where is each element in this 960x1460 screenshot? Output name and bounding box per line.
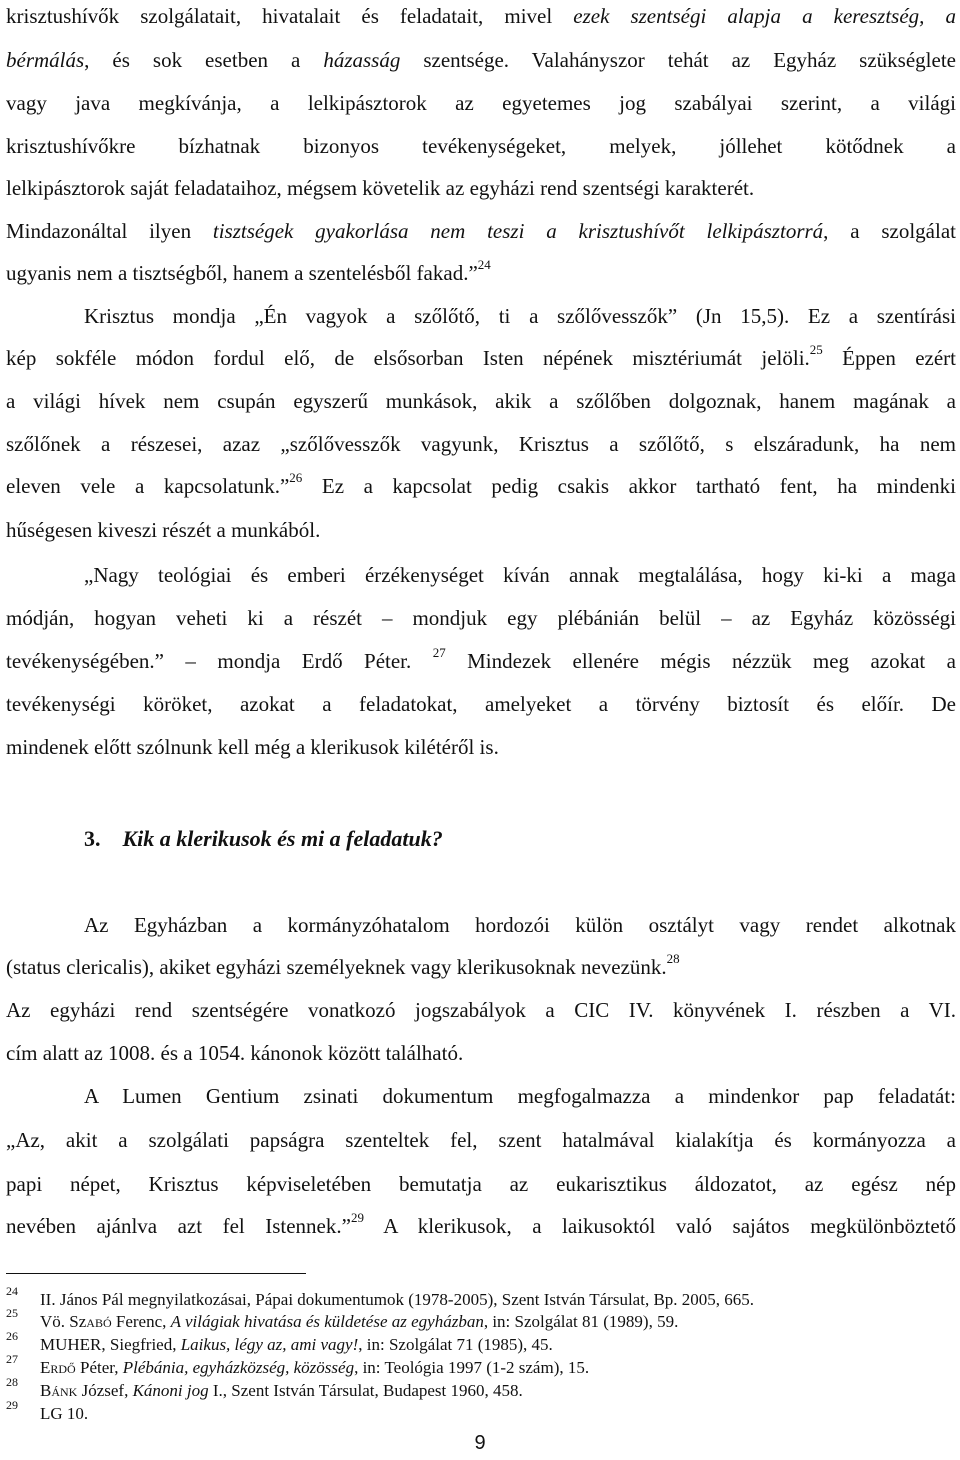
footnote-separator — [6, 1273, 306, 1274]
body-line: nevében ajánlva azt fel Istennek.”$^{29}$ A klerikusok, a laikusoktól való sajátos megkülönböztető — [6, 1210, 956, 1238]
body-line: krisztushívőkre bízhatnak bizonyos tevékenységeket, melyek, jóllehet kötődnek a — [6, 134, 956, 158]
body-line: bérmálás, és sok esetben a házasság szentsége. Valahányszor tehát az Egyház szükséglete — [6, 48, 956, 72]
body-line: Krisztus mondja „Én vagyok a szőlőtő, ti a szőlővesszők” (Jn 15,5). Ez a szentírási — [84, 304, 956, 328]
footnote: 29 LG 10. — [6, 1398, 89, 1423]
footnote: 25 Vö. Szabó Ferenc, A világiak hivatása és küldetése az egyházban, in: Szolgálat 81 (1989), 59. — [6, 1306, 679, 1331]
body-line: ugyanis nem a tisztségből, hanem a szentelésből fakad.”$^{24}$ — [6, 257, 491, 285]
body-line: Mindazonáltal ilyen tisztségek gyakorlása nem teszi a krisztushívőt lelkipásztorrá, a szolgálat — [6, 219, 956, 243]
body-line: tevékenységében.” – mondja Erdő Péter. $^{27}$ Mindezek ellenére mégis nézzük meg azokat a — [6, 645, 957, 673]
body-line: módján, hogyan veheti ki a részét – mondjuk egy plébánián belül – az Egyház közösségi — [6, 606, 956, 630]
body-line: tevékenységi köröket, azokat a feladatokat, amelyeket a törvény biztosít és előír. De — [6, 692, 956, 716]
body-line: mindenek előtt szólnunk kell még a klerikusok kilétéről is. — [6, 735, 499, 759]
body-line: cím alatt az 1008. és a 1054. kánonok között található. — [6, 1041, 464, 1065]
section-heading: 3. Kik a klerikusok és mi a feladatuk? — [84, 826, 443, 851]
footnote-ref: 24 — [477, 257, 491, 272]
body-line: Az Egyházban a kormányzóhatalom hordozói külön osztályt vagy rendet alkotnak — [84, 913, 956, 937]
body-line: a világi hívek nem csupán egyszerű munkások, akik a szőlőben dolgoznak, hanem magának a — [6, 389, 956, 413]
body-line: „Az, akit a szolgálati papságra szenteltek fel, szent hatalmával kialakítja és kormányozza a — [6, 1128, 956, 1152]
body-line: hűségesen kiveszi részét a munkából. — [6, 518, 321, 542]
body-line: kép sokféle módon fordul elő, de elsősorban Isten népének misztériumát jelöli.$^{25}$ Éppen ezért — [6, 342, 956, 370]
body-line: lelkipásztorok saját feladataihoz, mégsem követelik az egyházi rend szentségi karakterét. — [6, 176, 755, 200]
footnote: 24 II. János Pál megnyilatkozásai, Pápai dokumentumok (1978-2005), Szent István Társulat, Bp. 2005, 665. — [6, 1284, 755, 1309]
body-line: A Lumen Gentium zsinati dokumentum megfogalmazza a mindenkor pap feladatát: — [84, 1084, 956, 1108]
body-line: Az egyházi rend szentségére vonatkozó jogszabályok a CIC IV. könyvének I. részben a VI. — [6, 998, 956, 1022]
page-number: 9 — [474, 1432, 486, 1454]
footnote: 27 Erdő Péter, Plébánia, egyházközség, közösség, in: Teológia 1997 (1-2 szám), 15. — [6, 1352, 590, 1377]
footnote-ref: 27 — [432, 645, 446, 660]
footnote-ref: 29 — [350, 1210, 364, 1225]
body-line: „Nagy teológiai és emberi érzékenységet kíván annak megtalálása, hogy ki-ki a maga — [84, 563, 956, 587]
body-line: papi népet, Krisztus képviseletében bemutatja az eukarisztikus áldozatot, az egész nép — [6, 1172, 956, 1196]
footnote-ref: 28 — [666, 951, 680, 966]
body-line: vagy java megkívánja, a lelkipásztorok az egyetemes jog szabályai szerint, a világi — [6, 91, 956, 115]
body-line: szőlőnek a részesei, azaz „szőlővesszők vagyunk, Krisztus a szőlőtő, s elszáradunk, ha nem — [6, 432, 956, 456]
footnote-ref: 26 — [289, 470, 303, 485]
body-line: eleven vele a kapcsolatunk.”$^{26}$ Ez a kapcsolat pedig csakis akkor tartható fent, ha mindenki — [6, 470, 956, 498]
footnote: 28 Bánk József, Kánoni jog I., Szent István Társulat, Budapest 1960, 458. — [6, 1375, 523, 1400]
footnote: 26 MUHER, Siegfried, Laikus, légy az, ami vagy!, in: Szolgálat 71 (1985), 45. — [6, 1329, 553, 1354]
body-line: (status clericalis), akiket egyházi személyeknek vagy klerikusoknak nevezünk.$^{28}$ — [6, 951, 680, 979]
body-line: krisztushívők szolgálatait, hivatalait és feladatait, mivel ezek szentségi alapja a keresztség, a — [6, 4, 956, 28]
footnote-ref: 25 — [809, 342, 823, 357]
